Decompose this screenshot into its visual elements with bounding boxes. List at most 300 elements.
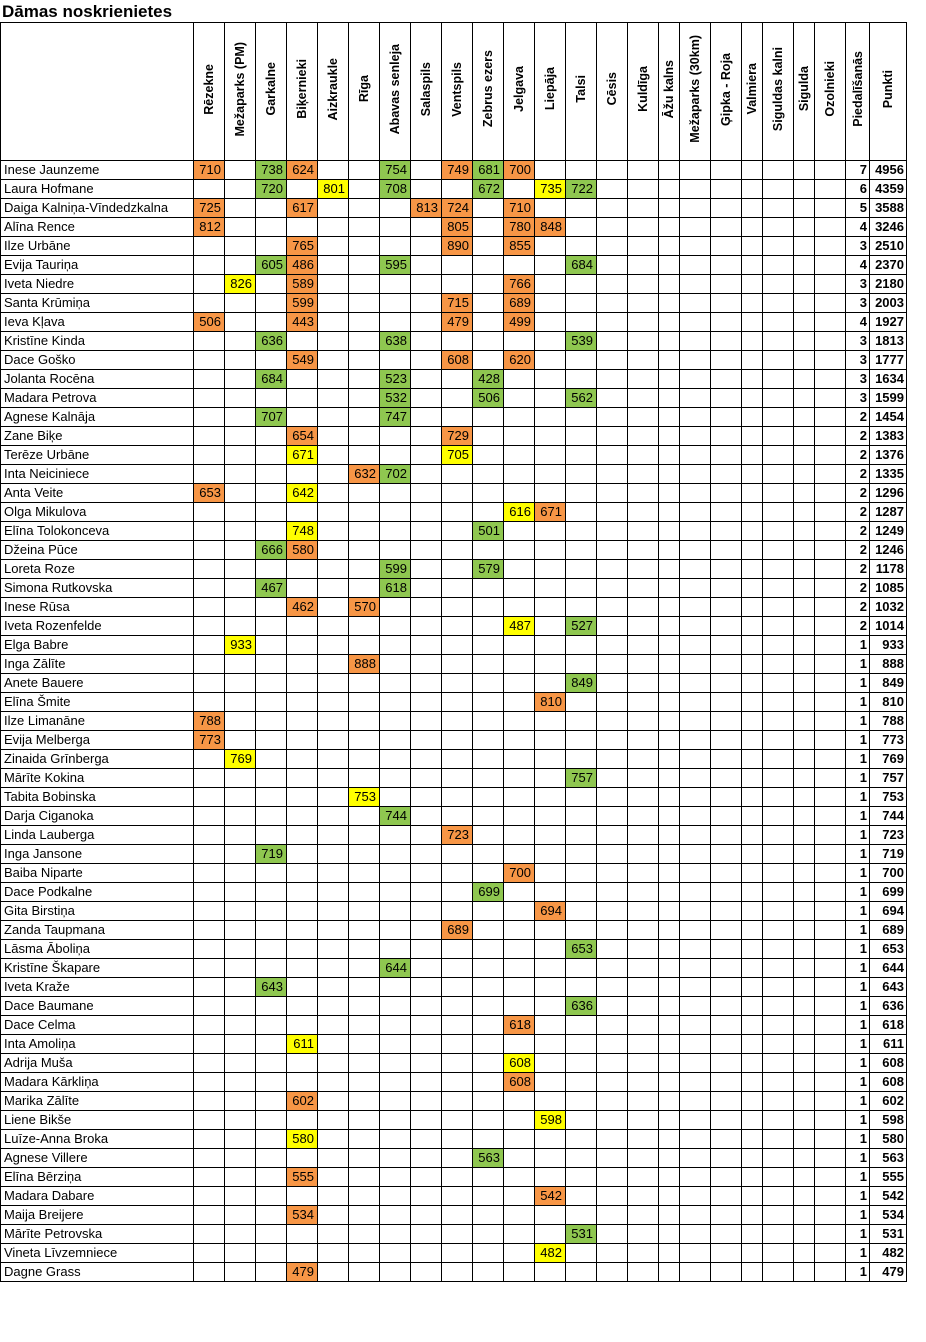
empty-cell [680,275,711,294]
empty-cell [628,902,659,921]
empty-cell [597,484,628,503]
empty-cell [411,902,442,921]
empty-cell [411,1244,442,1263]
score-cell: 632 [349,465,380,484]
score-cell: 744 [380,807,411,826]
empty-cell [794,1187,815,1206]
empty-cell [763,237,794,256]
empty-cell [597,465,628,484]
empty-cell [815,1263,846,1282]
empty-cell [318,959,349,978]
empty-cell [318,845,349,864]
total-points: 653 [870,940,907,959]
empty-cell [711,294,742,313]
empty-cell [763,370,794,389]
empty-cell [566,712,597,731]
empty-cell [794,294,815,313]
empty-cell [763,541,794,560]
empty-cell [442,883,473,902]
empty-cell [504,522,535,541]
column-header-label: Piedalīšanās [850,51,865,127]
empty-cell [504,655,535,674]
score-cell: 689 [442,921,473,940]
empty-cell [225,712,256,731]
empty-cell [318,465,349,484]
empty-cell [380,503,411,522]
empty-cell [473,1130,504,1149]
column-header-label: Ventspils [450,61,464,117]
empty-cell [566,351,597,370]
empty-cell [566,1035,597,1054]
empty-cell [256,959,287,978]
empty-cell [763,1263,794,1282]
empty-cell [225,1035,256,1054]
empty-cell [628,1244,659,1263]
empty-cell [763,750,794,769]
empty-cell [815,788,846,807]
empty-cell [815,427,846,446]
empty-cell [442,750,473,769]
table-row [1,313,907,332]
empty-cell [742,674,763,693]
empty-cell [711,807,742,826]
empty-cell [473,959,504,978]
participation-count: 3 [846,351,870,370]
empty-cell [287,845,318,864]
score-cell: 684 [566,256,597,275]
empty-cell [411,826,442,845]
empty-cell [763,446,794,465]
runner-name: Džeina Pūce [1,541,194,560]
empty-cell [535,712,566,731]
empty-cell [318,617,349,636]
empty-cell [628,845,659,864]
empty-cell [349,484,380,503]
empty-cell [566,864,597,883]
total-points: 4956 [870,161,907,180]
empty-cell [535,1225,566,1244]
empty-cell [287,655,318,674]
empty-cell [597,750,628,769]
empty-cell [535,332,566,351]
empty-cell [535,427,566,446]
column-header [711,23,742,161]
empty-cell [742,1073,763,1092]
empty-cell [287,769,318,788]
score-cell: 681 [473,161,504,180]
score-cell: 848 [535,218,566,237]
empty-cell [256,1263,287,1282]
empty-cell [659,940,680,959]
participation-count: 1 [846,1130,870,1149]
empty-cell [380,313,411,332]
empty-cell [349,845,380,864]
empty-cell [659,446,680,465]
empty-cell [597,1187,628,1206]
empty-cell [225,1111,256,1130]
empty-cell [256,237,287,256]
empty-cell [680,769,711,788]
empty-cell [566,237,597,256]
empty-cell [194,921,225,940]
table-row [1,161,907,180]
empty-cell [318,408,349,427]
empty-cell [597,712,628,731]
participation-count: 3 [846,332,870,351]
runner-name: Luīze-Anna Broka [1,1130,194,1149]
empty-cell [256,522,287,541]
empty-cell [442,807,473,826]
participation-count: 4 [846,256,870,275]
empty-cell [411,997,442,1016]
runner-name: Lāsma Āboliņa [1,940,194,959]
empty-cell [318,826,349,845]
column-header [846,23,870,161]
empty-cell [194,864,225,883]
empty-cell [711,940,742,959]
empty-cell [380,1054,411,1073]
table-row [1,959,907,978]
empty-cell [442,1244,473,1263]
empty-cell [442,522,473,541]
runner-name: Daiga Kalniņa-Vīndedzkalna [1,199,194,218]
empty-cell [194,465,225,484]
empty-cell [504,750,535,769]
runner-name: Loreta Roze [1,560,194,579]
empty-cell [628,560,659,579]
empty-cell [566,1111,597,1130]
empty-cell [380,1244,411,1263]
empty-cell [349,256,380,275]
empty-cell [256,1073,287,1092]
score-cell: 482 [535,1244,566,1263]
empty-cell [442,1130,473,1149]
name-column-header [1,23,194,161]
total-points: 479 [870,1263,907,1282]
empty-cell [711,921,742,940]
empty-cell [504,180,535,199]
empty-cell [194,1016,225,1035]
empty-cell [680,636,711,655]
empty-cell [535,1206,566,1225]
empty-cell [628,655,659,674]
empty-cell [628,617,659,636]
empty-cell [349,959,380,978]
empty-cell [659,864,680,883]
empty-cell [194,1168,225,1187]
total-points: 2003 [870,294,907,313]
empty-cell [680,522,711,541]
empty-cell [380,997,411,1016]
empty-cell [256,921,287,940]
empty-cell [349,1263,380,1282]
column-header [566,23,597,161]
empty-cell [473,1187,504,1206]
empty-cell [763,484,794,503]
empty-cell [380,598,411,617]
empty-cell [380,750,411,769]
empty-cell [566,693,597,712]
empty-cell [763,674,794,693]
empty-cell [763,1244,794,1263]
empty-cell [535,598,566,617]
empty-cell [411,940,442,959]
empty-cell [442,370,473,389]
empty-cell [763,845,794,864]
column-header [763,23,794,161]
empty-cell [256,1168,287,1187]
empty-cell [349,237,380,256]
empty-cell [680,294,711,313]
table-row [1,1206,907,1225]
participation-count: 1 [846,845,870,864]
empty-cell [628,199,659,218]
empty-cell [473,1225,504,1244]
empty-cell [815,1035,846,1054]
empty-cell [256,199,287,218]
empty-cell [763,617,794,636]
empty-cell [659,712,680,731]
empty-cell [442,408,473,427]
total-points: 1246 [870,541,907,560]
empty-cell [794,1073,815,1092]
empty-cell [442,1035,473,1054]
empty-cell [318,313,349,332]
results-table [0,22,907,1282]
participation-count: 1 [846,1092,870,1111]
score-cell: 702 [380,465,411,484]
total-points: 699 [870,883,907,902]
empty-cell [504,1149,535,1168]
empty-cell [659,1130,680,1149]
score-cell: 753 [349,788,380,807]
empty-cell [473,750,504,769]
empty-cell [628,294,659,313]
runner-name: Laura Hofmane [1,180,194,199]
empty-cell [711,617,742,636]
empty-cell [794,921,815,940]
participation-count: 1 [846,807,870,826]
empty-cell [680,617,711,636]
empty-cell [566,1263,597,1282]
table-row [1,560,907,579]
empty-cell [763,731,794,750]
empty-cell [659,256,680,275]
empty-cell [473,826,504,845]
empty-cell [473,332,504,351]
empty-cell [763,199,794,218]
empty-cell [225,826,256,845]
empty-cell [225,1187,256,1206]
empty-cell [659,522,680,541]
empty-cell [411,731,442,750]
empty-cell [194,750,225,769]
empty-cell [566,750,597,769]
empty-cell [680,959,711,978]
empty-cell [411,1130,442,1149]
empty-cell [349,712,380,731]
participation-count: 1 [846,1187,870,1206]
empty-cell [763,180,794,199]
empty-cell [287,180,318,199]
empty-cell [815,1054,846,1073]
participation-count: 1 [846,636,870,655]
empty-cell [442,1168,473,1187]
score-cell: 636 [256,332,287,351]
runner-name: Linda Lauberga [1,826,194,845]
empty-cell [794,902,815,921]
score-cell: 580 [287,541,318,560]
empty-cell [380,978,411,997]
score-cell: 562 [566,389,597,408]
empty-cell [318,598,349,617]
total-points: 1178 [870,560,907,579]
empty-cell [194,845,225,864]
empty-cell [680,902,711,921]
empty-cell [318,731,349,750]
empty-cell [659,408,680,427]
empty-cell [380,636,411,655]
empty-cell [535,788,566,807]
empty-cell [659,1149,680,1168]
empty-cell [742,1111,763,1130]
column-header [225,23,256,161]
column-header-label: Mežaparks (PM) [233,41,247,137]
empty-cell [815,237,846,256]
empty-cell [442,503,473,522]
empty-cell [318,560,349,579]
empty-cell [411,275,442,294]
empty-cell [628,180,659,199]
empty-cell [659,731,680,750]
empty-cell [711,199,742,218]
empty-cell [566,731,597,750]
participation-count: 1 [846,826,870,845]
empty-cell [380,1206,411,1225]
participation-count: 1 [846,978,870,997]
empty-cell [411,218,442,237]
empty-cell [794,655,815,674]
empty-cell [256,484,287,503]
score-cell: 700 [504,161,535,180]
empty-cell [349,636,380,655]
column-header [680,23,711,161]
empty-cell [504,598,535,617]
empty-cell [815,503,846,522]
total-points: 643 [870,978,907,997]
empty-cell [349,883,380,902]
empty-cell [597,313,628,332]
empty-cell [628,1187,659,1206]
empty-cell [287,370,318,389]
empty-cell [535,1130,566,1149]
empty-cell [794,161,815,180]
empty-cell [535,446,566,465]
runner-name: Adrija Muša [1,1054,194,1073]
empty-cell [597,427,628,446]
empty-cell [711,769,742,788]
empty-cell [711,1187,742,1206]
empty-cell [815,446,846,465]
empty-cell [411,864,442,883]
empty-cell [194,769,225,788]
empty-cell [597,275,628,294]
empty-cell [763,351,794,370]
empty-cell [535,1168,566,1187]
empty-cell [380,731,411,750]
empty-cell [473,617,504,636]
empty-cell [628,389,659,408]
empty-cell [349,1149,380,1168]
score-cell: 684 [256,370,287,389]
empty-cell [349,1111,380,1130]
empty-cell [794,560,815,579]
empty-cell [473,693,504,712]
runner-name: Liene Bikše [1,1111,194,1130]
empty-cell [659,636,680,655]
empty-cell [597,731,628,750]
empty-cell [287,940,318,959]
score-cell: 780 [504,218,535,237]
empty-cell [287,864,318,883]
empty-cell [473,237,504,256]
empty-cell [256,864,287,883]
empty-cell [535,1016,566,1035]
empty-cell [628,807,659,826]
column-header-label: Kuldīga [636,66,650,112]
participation-count: 1 [846,750,870,769]
empty-cell [194,446,225,465]
empty-cell [597,883,628,902]
empty-cell [597,256,628,275]
empty-cell [318,275,349,294]
table-row [1,655,907,674]
empty-cell [318,579,349,598]
empty-cell [411,332,442,351]
empty-cell [794,1016,815,1035]
empty-cell [680,712,711,731]
empty-cell [473,655,504,674]
empty-cell [711,902,742,921]
table-row [1,275,907,294]
total-points: 598 [870,1111,907,1130]
empty-cell [742,807,763,826]
empty-cell [225,788,256,807]
empty-cell [442,617,473,636]
empty-cell [349,1130,380,1149]
total-points: 602 [870,1092,907,1111]
empty-cell [473,313,504,332]
empty-cell [349,408,380,427]
empty-cell [194,1054,225,1073]
empty-cell [473,1073,504,1092]
runner-name: Zinaida Grīnberga [1,750,194,769]
empty-cell [763,332,794,351]
empty-cell [680,199,711,218]
empty-cell [566,807,597,826]
empty-cell [349,427,380,446]
empty-cell [711,484,742,503]
empty-cell [473,902,504,921]
empty-cell [380,427,411,446]
empty-cell [680,389,711,408]
empty-cell [711,522,742,541]
empty-cell [535,408,566,427]
total-points: 719 [870,845,907,864]
total-points: 4359 [870,180,907,199]
empty-cell [711,313,742,332]
participation-count: 1 [846,1263,870,1282]
